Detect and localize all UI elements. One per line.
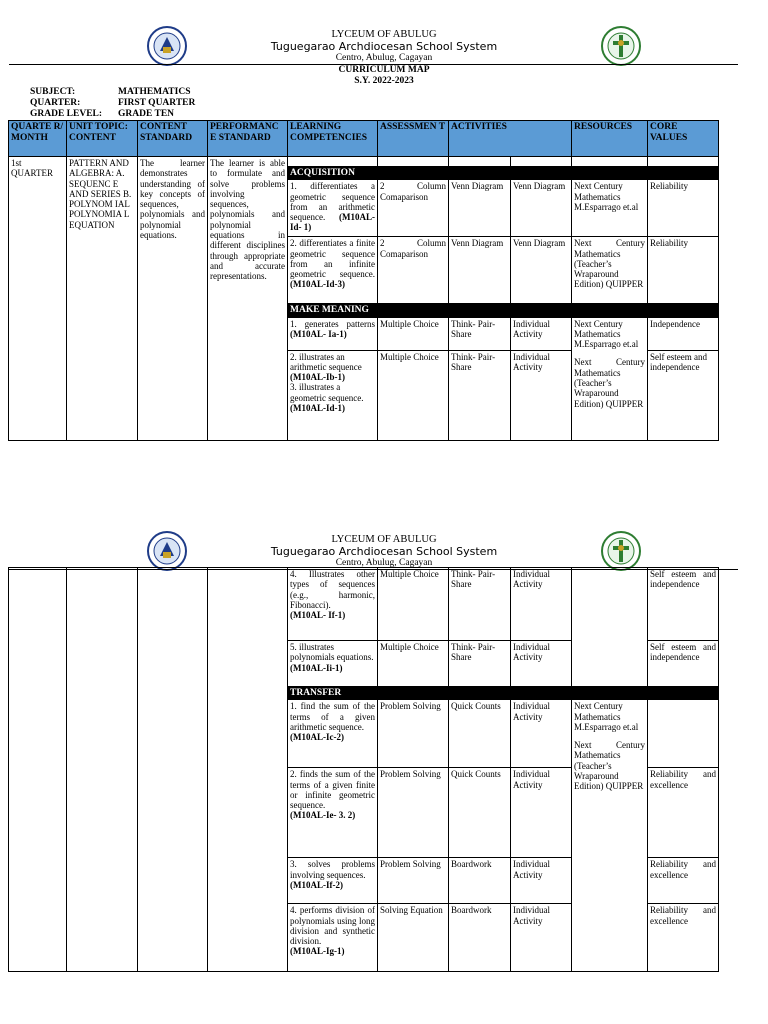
activity-cell: Individual Activity (511, 350, 572, 440)
competency-code: (M10AL-Id-1) (290, 403, 345, 414)
curriculum-table-page2 (8, 567, 719, 972)
values-cell: Reliability (648, 237, 719, 304)
competency-cell (288, 568, 378, 641)
performance-standard-cell (208, 568, 288, 972)
spacer-cell (449, 157, 511, 167)
assessment-cell: Multiple Choice (378, 317, 449, 350)
archdiocese-seal-logo (600, 530, 642, 572)
activity-cell: Individual Activity (511, 700, 572, 768)
school-address: Centro, Abulug, Cagayan (335, 53, 433, 63)
activity-cell: Boardwork (449, 858, 511, 904)
activity-cell: Individual Activity (511, 768, 572, 858)
assessment-cell: Multiple Choice (378, 568, 449, 641)
activity-cell: Venn Diagram (511, 180, 572, 237)
competency-text: 2. finds the sum of the terms of a given finite or infinite geometric sequence. (290, 769, 375, 811)
values-cell: Self esteem and independence (648, 568, 719, 641)
assessment-cell: Multiple Choice (378, 641, 449, 687)
activity-cell: Venn Diagram (449, 180, 511, 237)
values-cell: Reliability and excellence (648, 904, 719, 972)
competency-code: (M10AL-Id-3) (290, 279, 345, 290)
table-row (9, 568, 719, 641)
topic-cell (67, 568, 138, 972)
resources-text: Next Century Mathematics (Teacher’s Wraparound Edition) QUIPPER (574, 357, 645, 409)
spacer-cell (511, 157, 572, 167)
competency-text: 3. solves problems involving sequences. (290, 859, 375, 880)
col-performance-standard: PERFORMANC E STANDARD (208, 121, 288, 157)
competency-text: 3. illustrates a geometric sequence. (290, 382, 364, 403)
competency-code: (M10AL-Ig-1) (290, 946, 345, 957)
band-make-meaning: MAKE MEANING (288, 304, 719, 317)
school-name: LYCEUM OF ABULUG (331, 534, 437, 545)
assessment-cell: Multiple Choice (378, 350, 449, 440)
school-system: Tuguegarao Archdiocesan School System (270, 545, 498, 558)
topic-cell: PATTERN AND ALGEBRA: A. SEQUENC E AND SERIES B. POLYNOM IAL POLYNOMIA L EQUATION (67, 157, 138, 441)
school-name: LYCEUM OF ABULUG (331, 29, 437, 40)
competency-code: (M10AL-Ic-2) (290, 732, 344, 743)
school-system: Tuguegarao Archdiocesan School System (270, 40, 498, 53)
page-header (0, 505, 768, 575)
spacer-cell (288, 157, 378, 167)
band-transfer: TRANSFER (288, 687, 719, 700)
competency-text: 5. illustrates polynomials equations. (290, 642, 374, 663)
subject-value: MATHEMATICS (118, 87, 191, 97)
col-assessment: ASSESSMEN T (378, 121, 449, 157)
activity-cell: Individual Activity (511, 858, 572, 904)
header-row (9, 121, 719, 157)
resources-cell: Next Century Mathematics M.Esparrago et.al (572, 180, 648, 237)
competency-code: (M10AL-If-2) (290, 879, 343, 890)
meta-grade (30, 109, 174, 119)
competency-text: 4. performs division of polynomials using long division and synthetic division. (290, 905, 375, 947)
activity-cell: Venn Diagram (511, 237, 572, 304)
content-standard-cell: The learner demonstrates understanding of key concepts of sequences, polynomials and polynomial equations. (138, 157, 208, 441)
activity-cell: Think- Pair-Share (449, 641, 511, 687)
assessment-cell: 2 Column Comaparison (378, 237, 449, 304)
grade-label: GRADE LEVEL: (30, 109, 103, 119)
school-year: S.Y. 2022-2023 (354, 76, 414, 86)
competency-cell (288, 317, 378, 350)
competency-text: 4. Illustrates other types of sequences (e.g., harmonic, Fibonacci). (290, 569, 375, 610)
resources-cell (572, 317, 648, 440)
activity-cell: Boardwork (449, 904, 511, 972)
values-cell: Self esteem and independence (648, 641, 719, 687)
competency-text: 2. differentiates a finite geometric sequence from an infinite geometric sequence. (290, 238, 375, 280)
performance-standard-cell: The learner is able to formulate and solve problems involving sequences, polynomials and polynomial equations in different disciplines through appropriate and accurate representations. (208, 157, 288, 441)
activity-cell: Individual Activity (511, 317, 572, 350)
competency-code: (M10AL-Ib-1) (290, 372, 345, 383)
competency-cell (288, 350, 378, 440)
competency-code: (M10AL-Ie- 3. 2) (290, 810, 356, 821)
col-activities: ACTIVITIES (449, 121, 572, 157)
subject-label: SUBJECT: (30, 87, 76, 97)
meta-subject (30, 87, 190, 97)
col-resources: RESOURCES (572, 121, 648, 157)
competency-text: 1. differentiates a geometric sequence from an arithmetic sequence. (290, 181, 375, 223)
resources-cell (572, 700, 648, 972)
activity-cell: Think- Pair-Share (449, 350, 511, 440)
assessment-cell: Solving Equation (378, 904, 449, 972)
activity-cell: Individual Activity (511, 641, 572, 687)
doc-title: CURRICULUM MAP (338, 65, 430, 75)
activity-cell: Think- Pair-Share (449, 317, 511, 350)
band-acquisition: ACQUISITION (288, 167, 719, 180)
assessment-cell: 2 Column Comaparison (378, 180, 449, 237)
competency-text: 2. illustrates an arithmetic sequence (290, 351, 362, 372)
curriculum-table-page1 (8, 120, 719, 441)
quarter-value: FIRST QUARTER (118, 98, 196, 108)
values-cell: Reliability (648, 180, 719, 237)
table-row (9, 157, 719, 167)
resources-text: Next Century Mathematics (Teacher’s Wraparound Edition) QUIPPER (574, 740, 645, 792)
assessment-cell: Problem Solving (378, 700, 449, 768)
page-1 (0, 0, 768, 460)
competency-cell (288, 858, 378, 904)
values-cell: Independence (648, 317, 719, 350)
competency-text: 1. find the sum of the terms of a given arithmetic sequence. (290, 701, 375, 732)
competency-cell (288, 641, 378, 687)
spacer-cell (378, 157, 449, 167)
meta-quarter (30, 98, 195, 108)
activity-cell: Quick Counts (449, 768, 511, 858)
competency-cell (288, 700, 378, 768)
resources-cell: Next Century Mathematics (Teacher’s Wraparound Edition) QUIPPER (572, 237, 648, 304)
col-quarter: QUARTE R/ MONTH (9, 121, 67, 157)
competency-cell (288, 768, 378, 858)
school-address: Centro, Abulug, Cagayan (335, 558, 433, 568)
values-cell: Reliability and excellence (648, 768, 719, 858)
col-content-standard: CONTENT STANDARD (138, 121, 208, 157)
values-cell: Reliability and excellence (648, 858, 719, 904)
grade-value: GRADE TEN (118, 109, 175, 119)
competency-code: (M10AL- Ia-1) (290, 328, 347, 339)
activity-cell: Individual Activity (511, 568, 572, 641)
resources-text: Next Century Mathematics M.Esparrago et.al (574, 701, 639, 732)
values-cell (648, 700, 719, 768)
assessment-cell: Problem Solving (378, 768, 449, 858)
resources-cell (572, 568, 648, 687)
competency-code: (M10AL-Ii-1) (290, 662, 343, 673)
archdiocese-seal-logo (600, 25, 642, 67)
resources-text: Next Century Mathematics M.Esparrago et.al (574, 318, 639, 350)
quarter-cell: 1st QUARTER (9, 157, 67, 441)
page-2 (0, 505, 768, 985)
competency-code: (M10AL- If-1) (290, 610, 346, 621)
activity-cell: Venn Diagram (449, 237, 511, 304)
activity-cell: Think- Pair-Share (449, 568, 511, 641)
assessment-cell: Problem Solving (378, 858, 449, 904)
col-competencies: LEARNING COMPETENCIES (288, 121, 378, 157)
activity-cell: Individual Activity (511, 904, 572, 972)
competency-cell (288, 237, 378, 304)
competency-cell (288, 180, 378, 237)
spacer-cell (572, 157, 648, 167)
quarter-label: QUARTER: (30, 98, 81, 108)
values-cell: Self esteem and independence (648, 350, 719, 440)
quarter-cell (9, 568, 67, 972)
competency-cell (288, 904, 378, 972)
col-topic: UNIT TOPIC: CONTENT (67, 121, 138, 157)
competency-text: 1. generates patterns (290, 318, 375, 329)
competency-code: (M10AL- Id- 1) (290, 212, 375, 233)
col-values: CORE VALUES (648, 121, 719, 157)
page-header (0, 0, 768, 70)
activity-cell: Quick Counts (449, 700, 511, 768)
content-standard-cell (138, 568, 208, 972)
spacer-cell (648, 157, 719, 167)
